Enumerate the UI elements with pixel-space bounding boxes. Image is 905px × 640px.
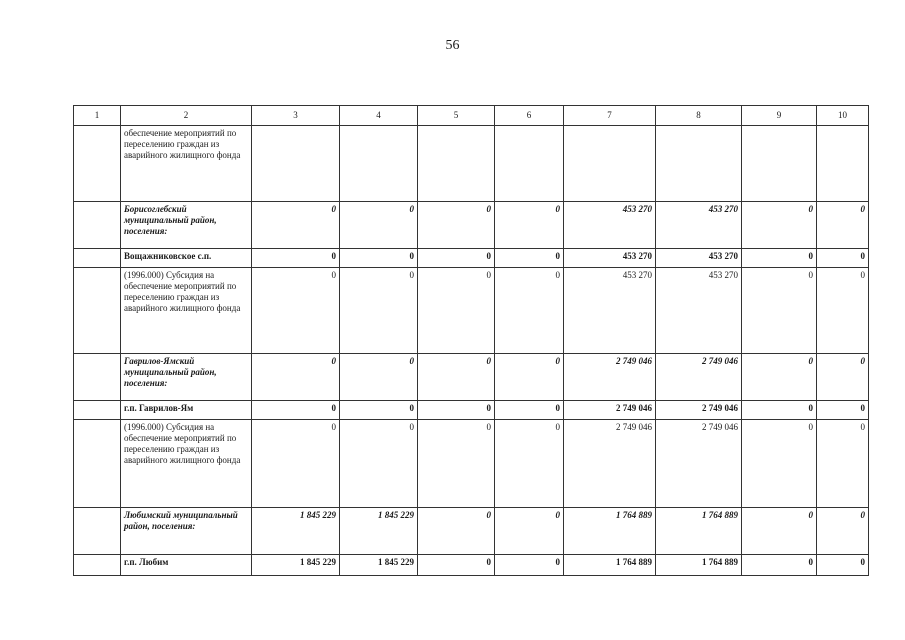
value-cell: 453 270 [564,249,656,268]
value-cell: 0 [340,420,418,508]
page-number: 56 [445,38,460,53]
value-cell: 0 [742,249,817,268]
value-cell: 1 764 889 [656,555,742,576]
value-cell [564,126,656,202]
row-label-cell: обеспечение мероприятий по переселению граждан из аварийного жилищного фонда [121,126,252,202]
column-number-row [74,106,869,126]
table-row [74,354,869,401]
value-cell: 0 [418,420,495,508]
index-cell [74,202,121,249]
value-cell: 0 [817,354,869,401]
row-label-cell: г.п. Гаврилов-Ям [121,401,252,420]
value-cell [495,126,564,202]
value-cell: 0 [817,249,869,268]
index-cell [74,401,121,420]
column-number: 6 [495,106,564,126]
table-row [74,555,869,576]
table-row [74,401,869,420]
value-cell: 0 [742,555,817,576]
value-cell: 0 [252,354,340,401]
value-cell: 0 [252,202,340,249]
row-label-cell: г.п. Любим [121,555,252,576]
value-cell: 1 764 889 [564,555,656,576]
table-row [74,508,869,555]
value-cell: 0 [340,268,418,354]
value-cell: 0 [742,202,817,249]
value-cell: 0 [742,268,817,354]
index-cell [74,555,121,576]
column-number: 3 [252,106,340,126]
value-cell: 2 749 046 [656,420,742,508]
value-cell: 0 [418,401,495,420]
value-cell: 0 [495,401,564,420]
value-cell: 0 [495,268,564,354]
value-cell: 453 270 [656,202,742,249]
value-cell: 2 749 046 [656,401,742,420]
value-cell [817,126,869,202]
value-cell: 0 [340,401,418,420]
value-cell: 0 [340,202,418,249]
value-cell: 1 845 229 [340,508,418,555]
value-cell: 1 764 889 [656,508,742,555]
row-label-cell: Борисоглебский муниципальный район, поселения: [121,202,252,249]
row-label-cell: (1996.000) Субсидия на обеспечение мероприятий по переселению граждан из аварийного жилищного фонда [121,268,252,354]
value-cell: 0 [418,202,495,249]
table-row [74,126,869,202]
value-cell: 453 270 [656,249,742,268]
value-cell: 1 845 229 [340,555,418,576]
row-label-cell: (1996.000) Субсидия на обеспечение мероприятий по переселению граждан из аварийного жилищного фонда [121,420,252,508]
value-cell: 0 [252,401,340,420]
value-cell: 0 [817,401,869,420]
value-cell: 0 [340,249,418,268]
value-cell: 2 749 046 [564,354,656,401]
column-number: 2 [121,106,252,126]
index-cell [74,249,121,268]
value-cell: 0 [742,420,817,508]
column-number: 5 [418,106,495,126]
value-cell: 0 [495,354,564,401]
column-number: 7 [564,106,656,126]
value-cell: 453 270 [656,268,742,354]
row-label-cell: Гаврилов-Ямский муниципальный район, поселения: [121,354,252,401]
value-cell: 1 845 229 [252,508,340,555]
column-number: 4 [340,106,418,126]
value-cell: 0 [817,202,869,249]
value-cell: 2 749 046 [564,401,656,420]
table-row [74,420,869,508]
value-cell: 0 [252,249,340,268]
value-cell: 0 [418,249,495,268]
table-row [74,249,869,268]
value-cell [656,126,742,202]
value-cell: 2 749 046 [656,354,742,401]
value-cell [340,126,418,202]
column-number: 9 [742,106,817,126]
value-cell: 1 845 229 [252,555,340,576]
value-cell: 0 [418,555,495,576]
value-cell: 0 [340,354,418,401]
value-cell: 0 [418,354,495,401]
value-cell [418,126,495,202]
value-cell: 0 [252,268,340,354]
value-cell: 0 [817,268,869,354]
table-row [74,268,869,354]
value-cell: 0 [495,420,564,508]
value-cell: 1 764 889 [564,508,656,555]
value-cell: 0 [742,401,817,420]
column-number: 8 [656,106,742,126]
value-cell: 0 [495,202,564,249]
value-cell: 0 [817,555,869,576]
value-cell [252,126,340,202]
table-body [74,106,869,576]
row-label-cell: Вощажниковское с.п. [121,249,252,268]
index-cell [74,268,121,354]
column-number: 1 [74,106,121,126]
value-cell: 0 [817,508,869,555]
value-cell: 0 [495,508,564,555]
value-cell: 453 270 [564,202,656,249]
value-cell: 2 749 046 [564,420,656,508]
column-number: 10 [817,106,869,126]
index-cell [74,126,121,202]
value-cell: 0 [742,508,817,555]
index-cell [74,354,121,401]
value-cell: 0 [418,508,495,555]
index-cell [74,508,121,555]
budget-table [73,105,869,576]
value-cell: 0 [495,249,564,268]
value-cell: 0 [495,555,564,576]
value-cell: 0 [418,268,495,354]
table-row [74,202,869,249]
value-cell: 0 [817,420,869,508]
value-cell [742,126,817,202]
index-cell [74,420,121,508]
value-cell: 0 [252,420,340,508]
value-cell: 453 270 [564,268,656,354]
row-label-cell: Любимский муниципальный район, поселения: [121,508,252,555]
value-cell: 0 [742,354,817,401]
